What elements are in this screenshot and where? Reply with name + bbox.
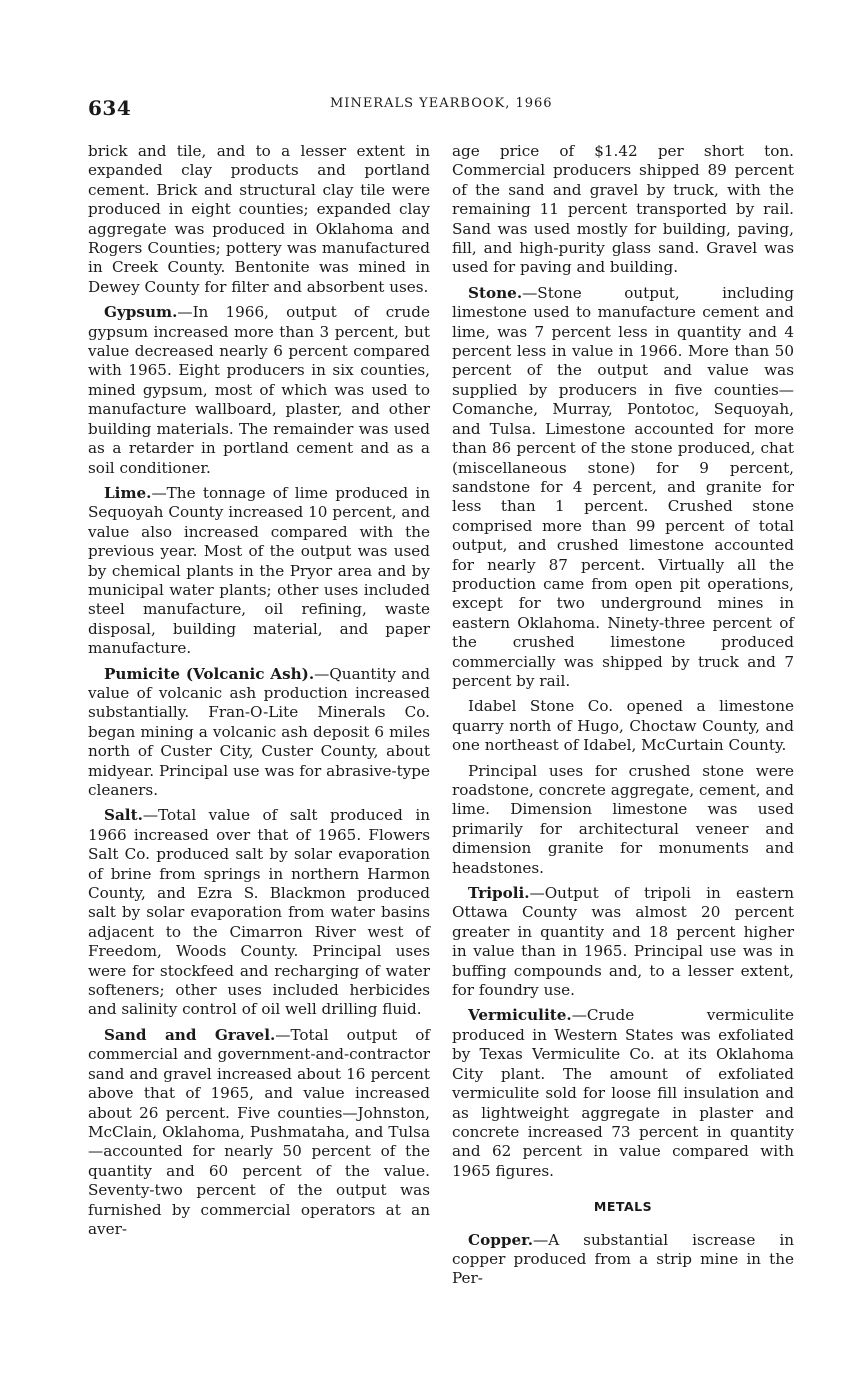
paragraph-vermiculite [452, 1006, 794, 1181]
gypsum-text: —In 1966, output of crude gypsum increased more than 3 percent, but value decreased nearly 6 percent compared with 1965. Eight producers in six counties, mined gypsum, most of which was used to manufacture wallboard, plaster, and other building materials. The remainder was used as a retarder in portland cement and as a soil conditioner. [88, 303, 430, 477]
sand-gravel-heading: Sand and Gravel. [104, 1025, 276, 1044]
lime-text: —The tonnage of lime produced in Sequoyah County increased 10 percent, and value also increased compared with the previous year. Most of the output was used by chemical plants in the Pryor area and by municipal water plants; other uses included steel manufacture, oil refining, waste disposal, building material, and paper manufacture. [88, 483, 430, 658]
stone-heading: Stone. [468, 283, 523, 302]
pumicite-heading: Pumicite (Volcanic Ash). [104, 664, 315, 683]
copper-text: —A substantial iscrease in copper produced from a strip mine in the Per- [452, 1230, 794, 1288]
copper-heading: Copper. [468, 1230, 534, 1249]
tripoli-heading: Tripoli. [468, 884, 530, 903]
paragraph-sand-gravel [88, 1026, 430, 1239]
paragraph-gypsum [88, 303, 430, 478]
pumicite-text: —Quantity and value of volcanic ash production increased substantially. Fran-O-Lite Minerals Co. began mining a volcanic ash deposit 6 miles north of Custer City, Custer County, about midyear. Principal use was for abrasive-type cleaners. [88, 664, 430, 799]
right-column [452, 142, 794, 1295]
vermiculite-heading: Vermiculite. [468, 1006, 572, 1025]
lime-heading: Lime. [104, 483, 152, 502]
metals-section-heading: METALS [593, 1199, 653, 1215]
paragraph-crushed-stone-uses: Principal uses for crushed stone were roadstone, concrete aggregate, cement, and lime. Dimension limestone was used primarily for architectural veneer and dimension granite for monuments and headstones. [452, 761, 795, 877]
paragraph-clay-continued: brick and tile, and to a lesser extent in expanded clay products and portland cement. Brick and structural clay tile were produced in eight counties; expanded clay aggregate was produced in Oklahoma and Rogers Counties; pottery was manufactured in Creek County. Bentonite was mined in Dewey County for filter and absorbent uses. [88, 142, 430, 296]
vermiculite-text: —Crude vermiculite produced in Western States was exfoliated by Texas Vermiculite Co. at its Oklahoma City plant. The amount of exfoliated vermiculite sold for loose fill insulation and as lightweight aggregate in plaster and concrete increased 73 percent in quantity and 62 percent in value compared with 1965 figures. [452, 1006, 794, 1180]
gypsum-heading: Gypsum. [104, 303, 178, 322]
paragraph-stone [452, 284, 794, 692]
page-number: 634 [88, 96, 132, 120]
tripoli-text: —Output of tripoli in eastern Ottawa County was almost 20 percent greater in quantity and 18 percent higher in value than in 1965. Principal use was in buffing compounds and, to a lesser extent, for foundry use. [452, 884, 794, 1000]
paragraph-idabel: Idabel Stone Co. opened a limestone quarry north of Hugo, Choctaw County, and one northeast of Idabel, McCurtain County. [452, 697, 794, 755]
left-column [88, 142, 430, 1245]
running-head: MINERALS YEARBOOK, 1966 [330, 96, 553, 111]
paragraph-sand-gravel-continued: age price of $1.42 per short ton. Commercial producers shipped 89 percent of the sand and gravel by truck, with the remaining 11 percent transported by rail. Sand was used mostly for building, paving, fill, and high-purity glass sand. Gravel was used for paving and building. [452, 142, 794, 277]
paragraph-copper [452, 1231, 794, 1289]
paragraph-pumicite [88, 665, 430, 801]
sand-gravel-text: —Total output of commercial and government-and-contractor sand and gravel increased about 16 percent above that of 1965, and value increased about 26 percent. Five counties—Johnston, McClain, Oklahoma, Pushmataha, and Tulsa—accounted for nearly 50 percent of the quantity and 60 percent of the value. Seventy-two percent of the output was furnished by commercial operators at an aver- [88, 1025, 430, 1238]
paragraph-lime [88, 484, 430, 659]
paragraph-tripoli [452, 884, 794, 1000]
stone-text: —Stone output, including limestone used to manufacture cement and lime, was 7 percent less in quantity and 4 percent less in value in 1966. More than 50 percent of the output and value was supplied by producers in five counties—Comanche, Murray, Pontotoc, Sequoyah, and Tulsa. Limestone accounted for more than 86 percent of the stone produced, chat (miscellaneous stone) for 9 percent, sandstone for 4 percent, and granite for less than 1 percent. Crushed stone comprised more than 99 percent of total output, and crushed limestone accounted for nearly 87 percent. Virtually all the production came from open pit operations, except for two underground mines in eastern Oklahoma. Ninety-three percent of the crushed limestone produced commercially was shipped by truck and 7 percent by rail. [452, 283, 794, 690]
paragraph-salt [88, 806, 430, 1019]
salt-heading: Salt. [104, 806, 143, 825]
salt-text: —Total value of salt produced in 1966 increased over that of 1965. Flowers Salt Co. produced salt by solar evaporation of brine from springs in northern Harmon County, and Ezra S. Blackmon produced salt by solar evaporation from water basins adjacent to the Cimarron River west of Freedom, Woods County. Principal uses were for stockfeed and recharging of water softeners; other uses included herbicides and salinity control of oil well drilling fluid. [88, 806, 430, 1019]
